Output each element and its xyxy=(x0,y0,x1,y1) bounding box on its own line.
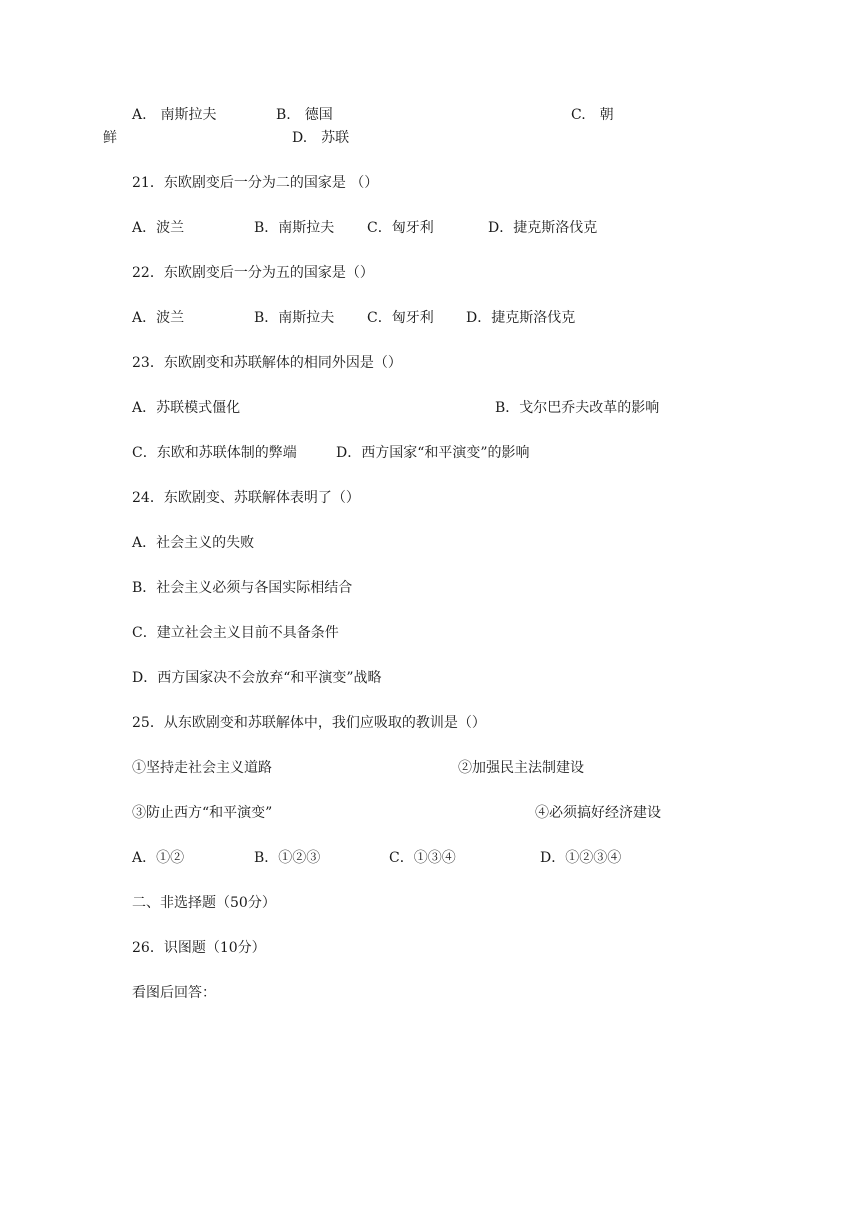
q23-stem: 23．东欧剧变和苏联解体的相同外因是（） xyxy=(132,355,402,371)
q26-title: 26．识图题（10分） xyxy=(132,940,266,956)
q20-option-b: B. 德国 xyxy=(276,107,333,123)
q23-option-c: C．东欧和苏联体制的弊端 xyxy=(132,445,297,461)
q25-item-1: ①坚持走社会主义道路 xyxy=(132,760,272,776)
q25-option-d: D．①②③④ xyxy=(540,850,622,866)
q21-option-b: B．南斯拉夫 xyxy=(254,220,335,236)
q21-option-d: D．捷克斯洛伐克 xyxy=(488,220,598,236)
q25-item-2: ②加强民主法制建设 xyxy=(458,760,584,776)
q23-option-a: A．苏联模式僵化 xyxy=(132,400,241,416)
q25-item-3: ③防止西方“和平演变” xyxy=(132,805,273,821)
q21-option-a: A．波兰 xyxy=(132,220,185,236)
q25-stem: 25．从东欧剧变和苏联解体中，我们应吸取的教训是（） xyxy=(132,715,486,731)
q24-option-d: D．西方国家决不会放弃“和平演变”战略 xyxy=(132,670,382,686)
q21-stem: 21．东欧剧变后一分为二的国家是 （） xyxy=(132,175,379,191)
q22-option-c: C．匈牙利 xyxy=(367,310,434,326)
q23-option-d: D．西方国家“和平演变”的影响 xyxy=(336,445,530,461)
q24-option-c: C．建立社会主义目前不具备条件 xyxy=(132,625,339,641)
q20-option-d: D. 苏联 xyxy=(292,130,350,146)
q24-stem: 24．东欧剧变、苏联解体表明了（） xyxy=(132,490,360,506)
q25-option-b: B．①②③ xyxy=(254,850,321,866)
q20-option-c-continued: 鲜 xyxy=(103,130,117,146)
q24-option-a: A．社会主义的失败 xyxy=(132,535,255,551)
q23-option-b: B．戈尔巴乔夫改革的影响 xyxy=(495,400,660,416)
q25-option-c: C．①③④ xyxy=(389,850,456,866)
q22-option-a: A．波兰 xyxy=(132,310,185,326)
q21-option-c: C．匈牙利 xyxy=(367,220,434,236)
q25-item-4: ④必须搞好经济建设 xyxy=(535,805,661,821)
section2-title: 二、非选择题（50分） xyxy=(132,895,276,911)
q22-option-d: D．捷克斯洛伐克 xyxy=(466,310,576,326)
q22-stem: 22．东欧剧变后一分为五的国家是（） xyxy=(132,265,374,281)
q24-option-b: B．社会主义必须与各国实际相结合 xyxy=(132,580,353,596)
q25-option-a: A．①② xyxy=(132,850,185,866)
q20-option-c: C. 朝 xyxy=(571,107,614,123)
q26-instruction: 看图后回答： xyxy=(132,985,216,1001)
q22-option-b: B．南斯拉夫 xyxy=(254,310,335,326)
q20-option-a: A. 南斯拉夫 xyxy=(132,107,217,123)
